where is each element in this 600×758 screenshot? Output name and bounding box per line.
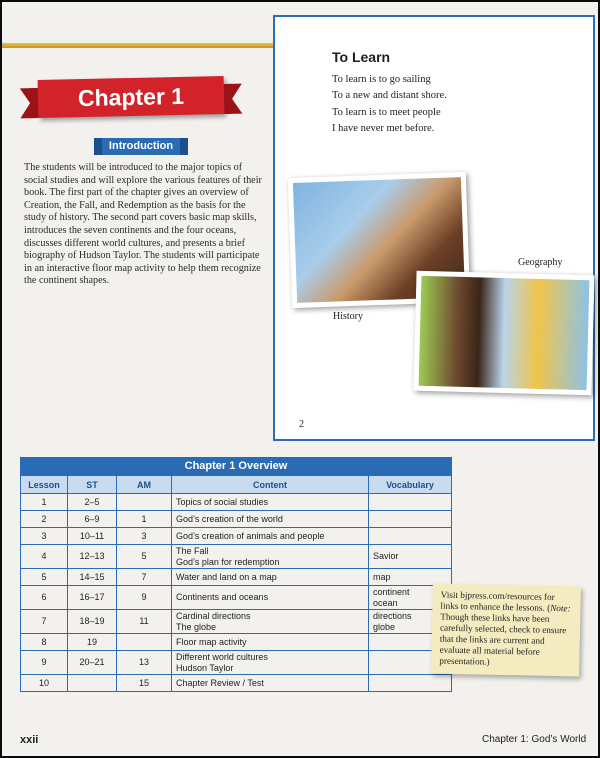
poem-line: To learn is to go sailing <box>332 74 431 85</box>
content-cell <box>172 569 369 586</box>
poem-line: I have never met before. <box>332 122 435 134</box>
st-cell: 16–17 <box>68 586 117 610</box>
geography-caption: Geography <box>518 257 563 268</box>
content-cell <box>172 511 369 528</box>
resource-note <box>431 583 581 676</box>
vocabulary-cell <box>369 511 452 528</box>
st-cell <box>68 675 117 692</box>
content-line: Cardinal directions <box>176 611 251 621</box>
vocabulary-word: continent <box>373 587 410 597</box>
note-label: Note: <box>550 602 571 614</box>
introduction-heading: Introduction <box>102 138 180 155</box>
chapter-banner: Chapter 1 <box>38 76 225 118</box>
table-row <box>21 651 452 675</box>
st-cell: 18–19 <box>68 610 117 634</box>
vocabulary-cell <box>369 545 452 569</box>
st-cell: 19 <box>68 634 117 651</box>
lesson-cell: 2 <box>21 511 68 528</box>
overview-rows <box>21 494 452 692</box>
st-cell: 14–15 <box>68 569 117 586</box>
note-text: Though these links have been carefully selected, check to ensure that the links are current and evaluate all material before presentation.) <box>439 611 567 667</box>
page <box>2 2 598 756</box>
content-line: Chapter Review / Test <box>176 677 264 688</box>
st-cell: 6–9 <box>68 511 117 528</box>
am-cell: 15 <box>117 675 172 692</box>
vocabulary-cell <box>369 494 452 511</box>
content-line: God’s creation of animals and people <box>176 530 325 541</box>
header-am: AM <box>117 476 172 494</box>
vocabulary-word: globe <box>373 621 396 632</box>
lesson-cell: 9 <box>21 651 68 675</box>
vocabulary-word: directions <box>373 611 412 621</box>
lesson-cell: 5 <box>21 569 68 586</box>
st-cell: 10–11 <box>68 528 117 545</box>
st-cell: 12–13 <box>68 545 117 569</box>
content-cell <box>172 634 369 651</box>
poem <box>332 72 447 137</box>
content-cell <box>172 528 369 545</box>
vocabulary-word: map <box>373 571 391 582</box>
content-line: Hudson Taylor <box>176 662 234 673</box>
content-line: Floor map activity <box>176 636 247 647</box>
am-cell: 1 <box>117 511 172 528</box>
am-cell: 13 <box>117 651 172 675</box>
poem-line: To learn is to meet people <box>332 106 441 118</box>
running-title: Chapter 1: God’s World <box>482 734 587 745</box>
lesson-cell: 4 <box>21 545 68 569</box>
am-cell: 3 <box>117 528 172 545</box>
poem-title: To Learn <box>332 49 391 65</box>
header-lesson: Lesson <box>21 476 68 494</box>
table-row <box>21 610 452 634</box>
lesson-cell: 1 <box>21 494 68 511</box>
am-cell: 7 <box>117 569 172 586</box>
st-cell: 20–21 <box>68 651 117 675</box>
table-row <box>21 494 452 511</box>
content-line: God’s creation of the world <box>176 513 283 524</box>
vocabulary-word: Savior <box>373 551 399 562</box>
content-line: The Fall <box>176 546 209 556</box>
introduction-text: The students will be introduced to the major topics of social studies and will explore the various features of their book. The first part of the chapter gives an overview of Creation, the Fall, and Redemption as the basis for the study of history. The second part covers basic map skills, introduces the seven continents and the four oceans, discusses different world cultures, and presents a brief biography of Hudson Taylor. The students will participate in an interactive floor map activity to help them recognize the continent shapes. <box>24 162 262 287</box>
header-st: ST <box>68 476 117 494</box>
am-cell: 11 <box>117 610 172 634</box>
content-cell <box>172 610 369 634</box>
header-content: Content <box>172 476 369 494</box>
content-cell <box>172 675 369 692</box>
am-cell <box>117 634 172 651</box>
am-cell: 5 <box>117 545 172 569</box>
table-row <box>21 545 452 569</box>
table-row <box>21 634 452 651</box>
content-line: Continents and oceans <box>176 592 269 603</box>
page-number: xxii <box>20 734 39 746</box>
st-cell: 2–5 <box>68 494 117 511</box>
chapter-overview-table <box>20 457 452 692</box>
note-text: Visit bjpress.com/resources for links to enhance the lessons. ( <box>440 589 555 613</box>
table-row <box>21 569 452 586</box>
content-cell <box>172 494 369 511</box>
content-line: Different world cultures <box>176 652 268 662</box>
content-line: The globe <box>176 621 217 632</box>
content-line: Topics of social studies <box>176 496 269 507</box>
vocabulary-cell <box>369 675 452 692</box>
lesson-cell: 10 <box>21 675 68 692</box>
content-cell <box>172 586 369 610</box>
history-caption: History <box>333 311 363 322</box>
lesson-cell: 7 <box>21 610 68 634</box>
lesson-cell: 3 <box>21 528 68 545</box>
overview-title: Chapter 1 Overview <box>20 457 452 475</box>
geography-photo <box>413 271 594 396</box>
vocabulary-word: ocean <box>373 597 398 608</box>
content-cell <box>172 651 369 675</box>
decorative-rule <box>2 43 274 48</box>
vocabulary-cell <box>369 528 452 545</box>
student-page-preview <box>273 15 595 441</box>
poem-line: To a new and distant shore. <box>332 90 447 102</box>
resource-note-text <box>439 590 573 670</box>
table-row <box>21 675 452 692</box>
student-page-number: 2 <box>299 419 304 430</box>
am-cell <box>117 494 172 511</box>
table-row <box>21 586 452 610</box>
am-cell: 9 <box>117 586 172 610</box>
header-vocabulary: Vocabulary <box>369 476 452 494</box>
content-line: Water and land on a map <box>176 571 277 582</box>
table-row <box>21 528 452 545</box>
lesson-cell: 8 <box>21 634 68 651</box>
table-row <box>21 511 452 528</box>
lesson-cell: 6 <box>21 586 68 610</box>
content-line: God’s plan for redemption <box>176 556 280 567</box>
content-cell <box>172 545 369 569</box>
